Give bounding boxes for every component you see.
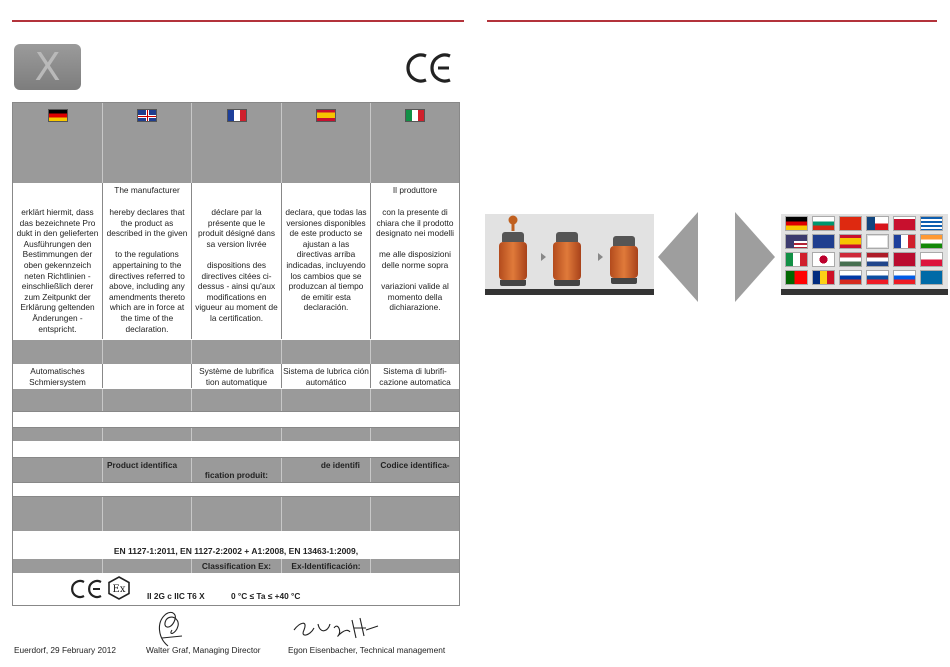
product-name-it: Sistema di lubrifi-cazione automatica: [379, 366, 451, 387]
declaration-table: [12, 102, 460, 606]
italy-flag-icon: [405, 109, 425, 122]
ex-hexagon-icon: [107, 576, 131, 600]
flag-jp-icon[interactable]: [812, 252, 835, 267]
intro-text: [16, 185, 99, 207]
flag-it-icon[interactable]: [785, 252, 808, 267]
flag-cz-icon[interactable]: [866, 216, 889, 231]
declaration-text-fr: déclare par la présente que le produit désigné dans sa version livrée dispositions des directives citées ci-dessus - ainsi qu'aux modifications en vigueur au moment de la certification.: [195, 207, 278, 323]
gray-row-4: [13, 497, 459, 531]
identification-es: de identifi: [282, 458, 371, 482]
gray-row-3: [13, 428, 459, 441]
identification-de: [13, 458, 103, 482]
svg-text:Ex: Ex: [112, 584, 126, 595]
intro-text-en: The manufacturer: [114, 185, 180, 195]
ce-mark-small-icon: [71, 579, 105, 599]
intro-text-fr: [195, 185, 278, 207]
declaration-text-es: declara, que todas las versiones disponibles de este producto se ajustan a las directivas arriba indicadas, incluyendo los cambios que se produzcan al tiempo de emitir esta declaración.: [285, 207, 367, 313]
flag-bg-icon[interactable]: [812, 216, 835, 231]
lubricator-icon-1: [499, 232, 527, 286]
chevron-right-icon: [541, 253, 546, 261]
signer-1: Walter Graf, Managing Director: [146, 645, 261, 655]
standards-list: EN 1127-1:2011, EN 1127-2:2002 + A1:2008, EN 13463-1:2009,: [113, 546, 359, 556]
declaration-text-it: con la presente di chiara che il prodotto designato nei modelli me alle disposizioni delle norme sopra variazioni valide al momento della dichiarazione.: [376, 207, 454, 313]
ex-temperature: 0 °C ≤ Ta ≤ +40 °C: [231, 591, 301, 601]
identification-it: Codice identifica-: [380, 460, 450, 470]
flag-ru-icon[interactable]: [839, 270, 862, 285]
flag-us-icon[interactable]: [785, 234, 808, 249]
gray-row-2: [13, 389, 459, 411]
arrow-left-icon[interactable]: [658, 212, 698, 302]
flag-fi-icon[interactable]: [866, 234, 889, 249]
flag-no-icon[interactable]: [893, 252, 916, 267]
ex-category-badge: [14, 44, 81, 90]
product-name-en: [103, 364, 192, 388]
declaration-text-row: [13, 183, 459, 339]
flag-sk-icon[interactable]: [866, 270, 889, 285]
classification-es: Ex-Identificación:: [282, 559, 371, 573]
flag-in-icon[interactable]: [920, 234, 943, 249]
gray-row-1: [13, 340, 459, 364]
identification-en: Product identifica: [103, 458, 192, 482]
flag-cn-icon[interactable]: [839, 216, 862, 231]
germany-flag-icon: [48, 109, 68, 122]
language-flags-grid: [785, 216, 943, 285]
flag-se-icon[interactable]: [920, 270, 943, 285]
flag-si-icon[interactable]: [893, 270, 916, 285]
flag-pt-icon[interactable]: [785, 270, 808, 285]
product-name-es: Sistema de lubrica ción automático: [282, 364, 371, 388]
classification-fr: Classification Ex:: [192, 559, 282, 573]
spain-flag-icon: [316, 109, 336, 122]
badge-symbol: X: [34, 45, 61, 89]
chevron-right-icon: [598, 253, 603, 261]
flag-ro-icon[interactable]: [812, 270, 835, 285]
flag-header-row: [13, 103, 459, 183]
top-rule-left: [12, 20, 464, 22]
place-and-date: Euerdorf, 29 February 2012: [14, 645, 116, 655]
declaration-text-de: erklärt hiermit, dass das bezeichnete Pro dukt in den gelieferten Ausführungen den Bestimmungen der oben gekennzeich neten Richtlinien - einschließlich derer zum Zeitpunkt der Erklärung geltenden Änderungen - entspricht.: [16, 207, 99, 334]
product-name-fr: Système de lubrifica tion automatique: [192, 364, 282, 388]
lubricator-icon-2: [553, 232, 581, 286]
flag-es-icon[interactable]: [839, 234, 862, 249]
flag-hu-icon[interactable]: [839, 252, 862, 267]
top-rule-right: [487, 20, 937, 22]
flag-gr-icon[interactable]: [920, 216, 943, 231]
product-name-de: Automatisches Schmiersystem: [13, 364, 103, 388]
france-flag-icon: [227, 109, 247, 122]
lubricator-icon-3: [610, 236, 638, 284]
flag-de-icon[interactable]: [785, 216, 808, 231]
flag-pl-icon[interactable]: [920, 252, 943, 267]
identification-row: [13, 458, 459, 482]
flag-fr-icon[interactable]: [893, 234, 916, 249]
ex-code: II 2G c IIC T6 X: [147, 591, 205, 601]
ce-mark-icon: [404, 50, 454, 86]
identification-fr: fication produit:: [192, 458, 282, 482]
intro-text-es: [285, 185, 367, 207]
arrow-right-icon[interactable]: [735, 212, 775, 302]
product-name-row: [13, 364, 459, 388]
signature-graf: [148, 608, 192, 648]
declaration-text-en: hereby declares that the product as described in the given to the regulations appertaining to the directives referred to above, including any amendments thereto which are in force at the time of the declaration.: [106, 207, 188, 334]
activation-key-icon: [504, 214, 522, 232]
united-kingdom-flag-icon: [137, 109, 157, 122]
flag-dk-icon[interactable]: [893, 216, 916, 231]
classification-row: [13, 559, 459, 573]
signature-eisenbacher: [290, 614, 380, 644]
flag-gb-icon[interactable]: [812, 234, 835, 249]
intro-text-it: Il produttore: [392, 185, 438, 195]
flag-nl-icon[interactable]: [866, 252, 889, 267]
signer-2: Egon Eisenbacher, Technical management: [288, 645, 446, 655]
